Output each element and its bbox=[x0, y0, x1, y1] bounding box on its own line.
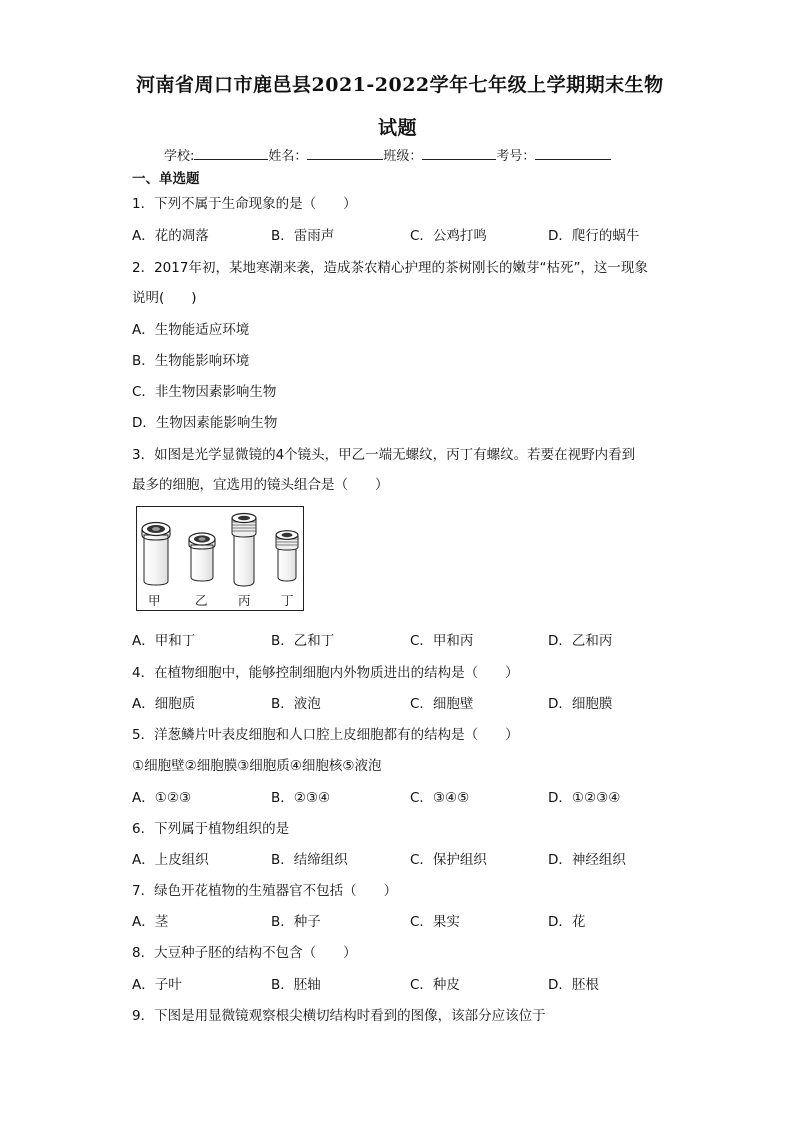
question-7-stem: 7．绿色开花植物的生殖器官不包括（ ） bbox=[132, 883, 398, 899]
q6-option-a: A．上皮组织 bbox=[132, 852, 209, 868]
school-blank[interactable] bbox=[194, 146, 268, 160]
q5-option-a: A．①②③ bbox=[132, 790, 192, 806]
question-5-stem: 5．洋葱鳞片叶表皮细胞和人口腔上皮细胞都有的结构是（ ） bbox=[132, 727, 519, 743]
lens-yi-icon bbox=[189, 533, 215, 581]
section-heading: 一、单选题 bbox=[132, 171, 200, 187]
q8-option-a: A．子叶 bbox=[132, 977, 182, 993]
q6-option-b: B．结缔组织 bbox=[271, 852, 348, 868]
question-8-stem: 8．大豆种子胚的结构不包含（ ） bbox=[132, 945, 357, 961]
question-3-stem: 3．如图是光学显微镜的4个镜头，甲乙一端无螺纹，丙丁有螺纹。若要在视野内看到 bbox=[132, 447, 636, 463]
q4-option-a: A．细胞质 bbox=[132, 696, 196, 712]
lens-jia-icon bbox=[142, 523, 170, 586]
name-label: 姓名： bbox=[268, 149, 308, 164]
q3-option-c: C．甲和丙 bbox=[410, 633, 474, 649]
q7-option-d: D．花 bbox=[548, 914, 586, 930]
lens-label-bing: 丙 bbox=[238, 593, 251, 608]
q8-option-c: C．种皮 bbox=[410, 977, 460, 993]
q3-option-b: B．乙和丁 bbox=[271, 633, 335, 649]
q5-option-b: B．②③④ bbox=[271, 790, 331, 806]
question-1-stem: 1．下列不属于生命现象的是（ ） bbox=[132, 196, 357, 212]
q7-option-a: A．茎 bbox=[132, 914, 169, 930]
question-4-stem: 4．在植物细胞中，能够控制细胞内外物质进出的结构是（ ） bbox=[132, 665, 519, 681]
q4-option-d: D．细胞膜 bbox=[548, 696, 613, 712]
q2-option-b: B．生物能影响环境 bbox=[132, 353, 250, 369]
q8-option-d: D．胚根 bbox=[548, 977, 599, 993]
microscope-lenses-figure bbox=[136, 506, 304, 611]
q5-option-d: D．①②③④ bbox=[548, 790, 621, 806]
page-title: 河南省周口市鹿邑县2021-2022学年七年级上学期期末生物 bbox=[136, 74, 664, 96]
q3-option-d: D．乙和丙 bbox=[548, 633, 613, 649]
q1-option-b: B．雷雨声 bbox=[271, 228, 335, 244]
question-2-stem: 2．2017年初，某地寒潮来袭，造成茶农精心护理的茶树刚长的嫩芽“枯死”，这一现象 bbox=[132, 260, 648, 276]
q5-option-c: C．③④⑤ bbox=[410, 790, 470, 806]
lens-ding-icon bbox=[276, 531, 298, 581]
q8-option-b: B．胚轴 bbox=[271, 977, 321, 993]
number-label: 考号： bbox=[496, 149, 536, 164]
page-title-line2: 试题 bbox=[378, 117, 418, 139]
student-info-line bbox=[164, 145, 611, 164]
q4-option-c: C．细胞壁 bbox=[410, 696, 474, 712]
q7-option-b: B．种子 bbox=[271, 914, 321, 930]
name-blank[interactable] bbox=[307, 146, 383, 160]
q2-option-a: A．生物能适应环境 bbox=[132, 322, 250, 338]
q1-option-d: D．爬行的蜗牛 bbox=[548, 228, 640, 244]
lenses-drawing bbox=[137, 507, 303, 610]
q1-option-a: A．花的凋落 bbox=[132, 228, 209, 244]
q3-option-a: A．甲和丁 bbox=[132, 633, 196, 649]
lens-label-jia: 甲 bbox=[148, 593, 161, 608]
question-3-stem-line2: 最多的细胞，宜选用的镜头组合是（ ） bbox=[132, 477, 389, 493]
question-6-stem: 6．下列属于植物组织的是 bbox=[132, 821, 290, 837]
q2-option-d: D．生物因素能影响生物 bbox=[132, 415, 278, 431]
lens-label-yi: 乙 bbox=[195, 593, 208, 608]
class-blank[interactable] bbox=[422, 146, 496, 160]
q6-option-d: D．神经组织 bbox=[548, 852, 626, 868]
q6-option-c: C．保护组织 bbox=[410, 852, 487, 868]
q1-option-c: C．公鸡打鸣 bbox=[410, 228, 487, 244]
q2-option-c: C．非生物因素影响生物 bbox=[132, 384, 277, 400]
school-label: 学校: bbox=[164, 149, 195, 164]
lens-label-ding: 丁 bbox=[281, 593, 294, 608]
lens-bing-icon bbox=[232, 514, 256, 587]
question-9-stem: 9．下图是用显微镜观察根尖横切结构时看到的图像，该部分应该位于 bbox=[132, 1008, 546, 1024]
class-label: 班级： bbox=[383, 149, 423, 164]
question-5-items: ①细胞壁②细胞膜③细胞质④细胞核⑤液泡 bbox=[132, 758, 382, 774]
number-blank[interactable] bbox=[535, 146, 611, 160]
question-2-stem-line2: 说明( ) bbox=[132, 290, 197, 306]
q7-option-c: C．果实 bbox=[410, 914, 460, 930]
q4-option-b: B．液泡 bbox=[271, 696, 321, 712]
